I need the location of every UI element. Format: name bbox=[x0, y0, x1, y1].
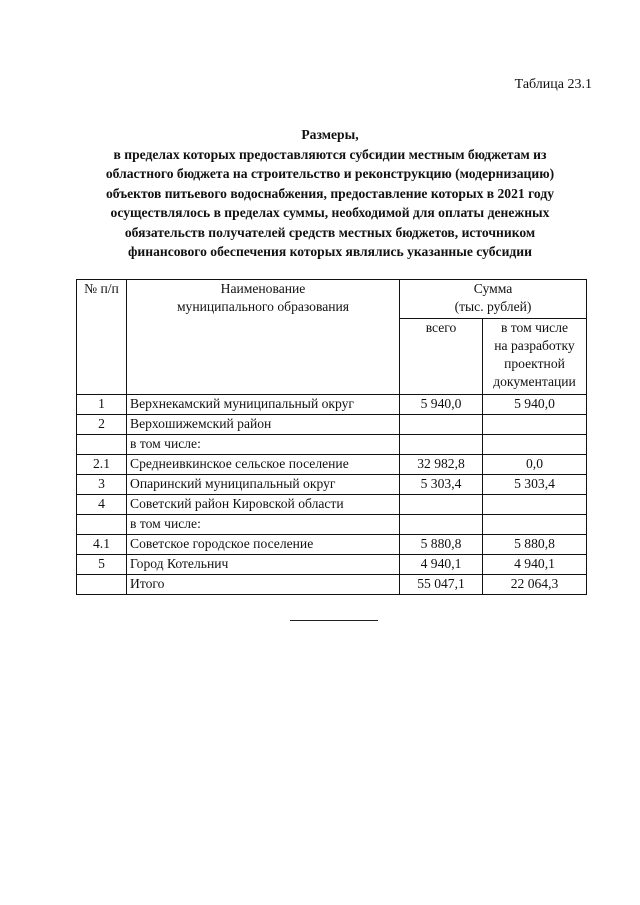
header-project-docs: в том числе на разработку проектной документации bbox=[483, 319, 587, 395]
cell-project: 5 940,0 bbox=[483, 395, 587, 415]
cell-project: 4 940,1 bbox=[483, 555, 587, 575]
cell-number bbox=[77, 575, 127, 595]
cell-project: 5 880,8 bbox=[483, 535, 587, 555]
cell-total: 5 880,8 bbox=[400, 535, 483, 555]
table-row bbox=[77, 495, 587, 515]
cell-total: 5 940,0 bbox=[400, 395, 483, 415]
table-row bbox=[77, 435, 587, 455]
table-row bbox=[77, 475, 587, 495]
cell-number bbox=[77, 515, 127, 535]
table-number-label: Таблица 23.1 bbox=[514, 77, 592, 92]
cell-number: 2 bbox=[77, 415, 127, 435]
cell-project bbox=[483, 435, 587, 455]
cell-number: 2.1 bbox=[77, 455, 127, 475]
cell-total: 55 047,1 bbox=[400, 575, 483, 595]
cell-number bbox=[77, 435, 127, 455]
cell-project: 5 303,4 bbox=[483, 475, 587, 495]
table-row bbox=[77, 455, 587, 475]
title-heading: Размеры, bbox=[301, 127, 359, 142]
header-municipality-name: Наименование муниципального образования bbox=[127, 280, 400, 395]
document-title bbox=[70, 125, 590, 262]
cell-project bbox=[483, 515, 587, 535]
title-line: областного бюджета на строительство и реконструкцию (модернизацию) bbox=[105, 166, 555, 181]
table-row-total bbox=[77, 575, 587, 595]
cell-total bbox=[400, 495, 483, 515]
cell-number: 3 bbox=[77, 475, 127, 495]
cell-number: 5 bbox=[77, 555, 127, 575]
cell-name: в том числе: bbox=[127, 515, 400, 535]
cell-project: 22 064,3 bbox=[483, 575, 587, 595]
title-line: осуществлялось в пределах суммы, необходимой для оплаты денежных bbox=[110, 205, 550, 220]
title-line: обязательств получателей средств местных бюджетов, источником bbox=[124, 224, 536, 240]
header-sum: Сумма (тыс. рублей) bbox=[400, 280, 587, 319]
cell-total: 5 303,4 bbox=[400, 475, 483, 495]
cell-number: 4 bbox=[77, 495, 127, 515]
title-line: финансового обеспечения которых являлись указанные субсидии bbox=[128, 244, 532, 259]
table-row bbox=[77, 535, 587, 555]
cell-name: Советское городское поселение bbox=[127, 535, 400, 555]
cell-total bbox=[400, 415, 483, 435]
cell-number: 1 bbox=[77, 395, 127, 415]
table-row bbox=[77, 415, 587, 435]
footer-divider bbox=[290, 620, 378, 621]
title-line: объектов питьевого водоснабжения, предоставление которых в 2021 году bbox=[105, 185, 555, 201]
table-row bbox=[77, 515, 587, 535]
cell-name: Опаринский муниципальный округ bbox=[127, 475, 400, 495]
cell-name: в том числе: bbox=[127, 435, 400, 455]
cell-total: 4 940,1 bbox=[400, 555, 483, 575]
table-row bbox=[77, 395, 587, 415]
cell-total bbox=[400, 435, 483, 455]
cell-name: Верхошижемский район bbox=[127, 415, 400, 435]
cell-number: 4.1 bbox=[77, 535, 127, 555]
subsidies-table bbox=[76, 279, 587, 595]
cell-total: 32 982,8 bbox=[400, 455, 483, 475]
header-number: № п/п bbox=[77, 280, 127, 395]
cell-name: Советский район Кировской области bbox=[127, 495, 400, 515]
cell-name: Верхнекамский муниципальный округ bbox=[127, 395, 400, 415]
cell-name: Итого bbox=[127, 575, 400, 595]
title-line: в пределах которых предоставляются субсидии местным бюджетам из bbox=[113, 146, 547, 162]
table-row bbox=[77, 555, 587, 575]
cell-name: Город Котельнич bbox=[127, 555, 400, 575]
cell-project bbox=[483, 495, 587, 515]
header-total: всего bbox=[400, 319, 483, 395]
cell-total bbox=[400, 515, 483, 535]
cell-project bbox=[483, 415, 587, 435]
cell-name: Среднеивкинское сельское поселение bbox=[127, 455, 400, 475]
cell-project: 0,0 bbox=[483, 455, 587, 475]
